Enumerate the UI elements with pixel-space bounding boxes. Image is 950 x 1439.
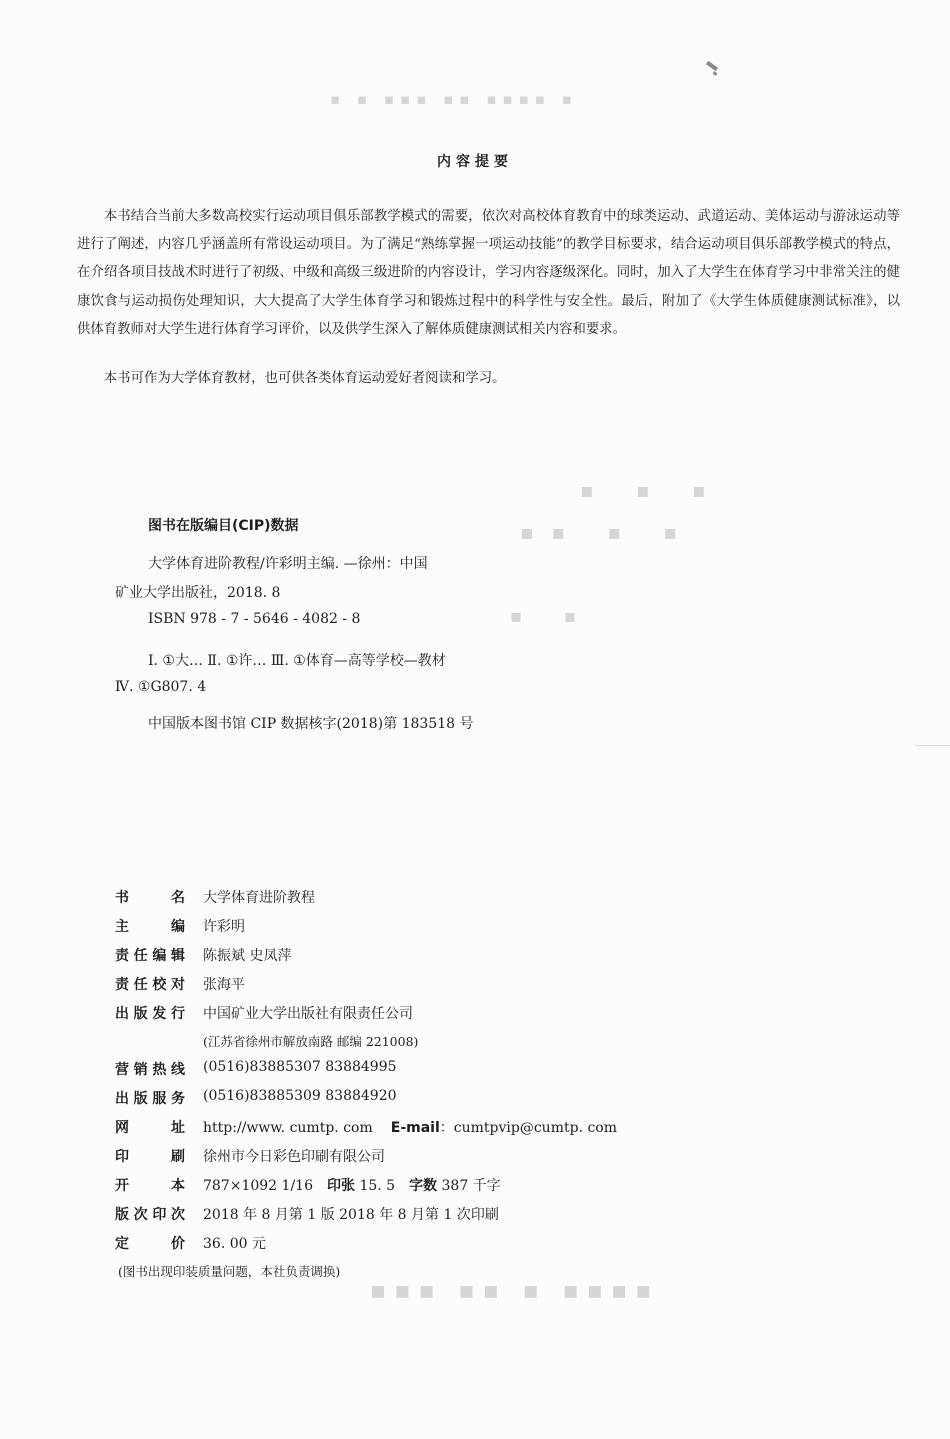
- website-label: 网址: [115, 1120, 185, 1136]
- sheets-value: 15. 5: [359, 1178, 396, 1194]
- publisher-value: 中国矿业大学出版社有限责任公司: [203, 1006, 413, 1022]
- words-value: 387 千字: [441, 1178, 501, 1194]
- bleed-through-text: ▪ ▪ ▪▪▪ ▪▪ ▪▪▪▪ ▪: [330, 90, 578, 108]
- edition-value: 2018 年 8 月第 1 版 2018 年 8 月第 1 次印刷: [203, 1207, 499, 1223]
- publishing-service-value: (0516)83885309 83884920: [203, 1088, 397, 1104]
- edition-label: 版次印次: [115, 1207, 185, 1223]
- quality-note: (图书出现印装质量问题，本社负责调换): [118, 1264, 341, 1279]
- format-value: 787×1092 1/16: [203, 1178, 313, 1194]
- proofreader-value: 张海平: [203, 977, 245, 993]
- sales-hotline-label: 营销热线: [115, 1062, 185, 1078]
- price-value: 36. 00 元: [203, 1236, 266, 1252]
- scan-speck: [706, 61, 718, 71]
- publisher-label: 出版发行: [115, 1006, 185, 1022]
- cip-title: 图书在版编目(CIP)数据: [148, 518, 299, 534]
- publishing-service-label: 出版服务: [115, 1091, 185, 1107]
- price-label: 定价: [115, 1236, 185, 1252]
- cip-line: Ⅳ. ①G807. 4: [115, 679, 207, 695]
- bleed-through-text: ▪▪▪ ▪▪ ▪ ▪▪▪▪: [370, 1276, 660, 1304]
- cip-line: 矿业大学出版社，2018. 8: [115, 585, 281, 601]
- summary-paragraph: 本书结合当前大多数高校实行运动项目俱乐部教学模式的需要，依次对高校体育教育中的球类运动、武道运动、美体运动与游泳运动等进行了阐述，内容几乎涵盖所有常设运动项目。为了满足“熟练掌握一项运动技能”的教学目标要求，结合运动项目俱乐部教学模式的特点，在介绍各项目技战术时进行了初级、中级和高级三级进阶的内容设计，学习内容逐级深化。同时，加入了大学生在体育学习中非常关注的健康饮食与运动损伤处理知识，大大提高了大学生体育学习和锻炼过程中的科学性与安全性。最后，附加了《大学生体质健康测试标准》，以供体育教师对大学生进行体育学习评价，以及供学生深入了解体质健康测试相关内容和要求。: [77, 209, 900, 337]
- editor-value: 许彩明: [203, 919, 245, 935]
- editor-label: 主编: [115, 919, 185, 935]
- publisher-address: (江苏省徐州市解放南路 邮编 221008): [203, 1034, 419, 1049]
- website-row: [203, 1117, 617, 1137]
- words-label: 字数: [409, 1178, 438, 1194]
- bleed-through-text: ▪ ▪: [510, 606, 595, 627]
- responsible-editor-label: 责任编辑: [115, 948, 185, 964]
- cip-line: 中国版本图书馆 CIP 数据核字(2018)第 183518 号: [148, 716, 474, 732]
- website-link[interactable]: http://www. cumtp. com: [203, 1120, 373, 1136]
- email-link[interactable]: ：cumtpvip@cumtp. com: [439, 1120, 618, 1136]
- format-row: [203, 1175, 501, 1195]
- cip-line: 大学体育进阶教程/许彩明主编. —徐州：中国: [148, 556, 428, 572]
- format-label: 开本: [115, 1178, 185, 1194]
- bleed-through-text: ▪▪ ▪ ▪: [520, 520, 695, 544]
- printer-value: 徐州市今日彩色印刷有限公司: [203, 1149, 385, 1165]
- cip-line: ISBN 978 - 7 - 5646 - 4082 - 8: [148, 611, 361, 627]
- printer-label: 印刷: [115, 1149, 185, 1165]
- summary-title: 内容提要: [437, 154, 513, 170]
- cip-line: Ⅰ. ①大… Ⅱ. ①许… Ⅲ. ①体育—高等学校—教材: [148, 653, 446, 669]
- margin-mark: [915, 745, 950, 746]
- email-label: E-mail: [390, 1120, 440, 1136]
- responsible-editor-value: 陈振斌 史凤萍: [203, 948, 292, 964]
- sales-hotline-value: (0516)83885307 83884995: [203, 1059, 397, 1075]
- summary-paragraph: 本书可作为大学体育教材，也可供各类体育运动爱好者阅读和学习。: [103, 371, 506, 386]
- book-name-value: 大学体育进阶教程: [203, 890, 315, 906]
- proofreader-label: 责任校对: [115, 977, 185, 993]
- book-name-label: 书名: [115, 890, 185, 906]
- bleed-through-text: ▪ ▪ ▪: [580, 478, 724, 502]
- scan-speck: [713, 71, 718, 76]
- sheets-label: 印张: [326, 1178, 355, 1194]
